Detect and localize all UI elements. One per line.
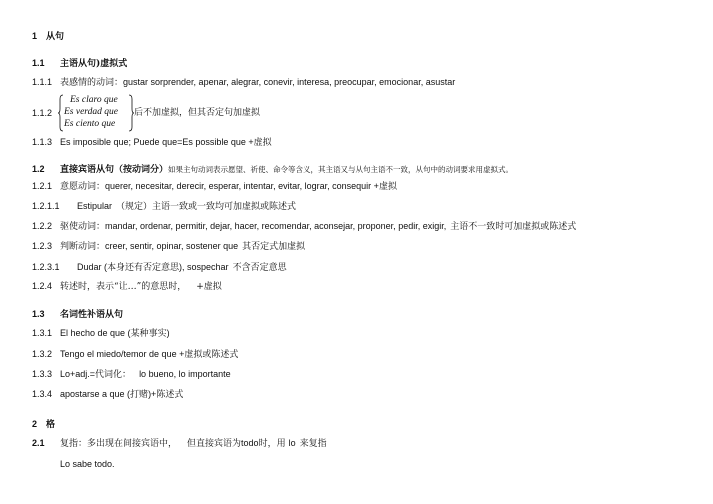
item-number: 1.3.3 [32, 369, 53, 379]
item-number: 1.2.1.1 [32, 201, 60, 211]
item-note: 不含否定意思 [232, 263, 287, 273]
item-tail: 陈述式 [156, 390, 184, 400]
item-text: Estipular [77, 201, 113, 211]
item-label: 驱使动词： [60, 222, 106, 232]
item-tail: +虚拟 [196, 282, 222, 292]
item-text: creer, sentir, opinar, sostener que [105, 241, 239, 251]
item-1-3-1 [32, 328, 170, 340]
item-note: 后不加虚拟，但其否定句加虚拟 [134, 108, 261, 118]
item-1-1-3 [32, 137, 272, 149]
section-number: 2 [32, 419, 38, 429]
item-text-2: ) [166, 328, 170, 338]
item-2-1 [32, 438, 327, 450]
item-1-1-2-number: 1.1.2 [32, 108, 53, 118]
section-1-3-heading [32, 309, 123, 321]
item-1-2-2 [32, 221, 576, 233]
item-note: 其否定式加虚拟 [242, 242, 306, 252]
item-label: 表感情的动词： [60, 78, 124, 88]
section-1-1-heading [32, 58, 127, 70]
item-number: 1.2.3 [32, 241, 53, 251]
item-text: mandar, ordenar, permitir, dejar, hacer, recomendar, aconsejar, proponer, pedir, exigir, [105, 221, 447, 231]
item-label-3: 时，用 [258, 439, 286, 449]
item-number: 1.2.2 [32, 221, 53, 231]
item-mid: 某种事实 [130, 329, 167, 339]
item-number: 1.3.4 [32, 389, 53, 399]
item-label-2: 但直接宾语为 [187, 439, 242, 449]
item-note: （规定）主语一致或一致均可加虚拟或陈述式 [116, 202, 297, 212]
section-number: 1.3 [32, 309, 45, 319]
section-2-heading [32, 419, 55, 431]
section-title: 名词性补语从句 [60, 310, 124, 320]
item-text: gustar sorprender, apenar, alegrar, conevir, interesa, preocupar, emocionar, asustar [123, 77, 456, 87]
item-number: 1.3.1 [32, 328, 53, 338]
section-1-heading [32, 31, 64, 43]
section-note: 如果主句动词表示愿望、祈使、命令等含义，其主语又与从句主语不一致，从句中的动词要求用虚拟式。 [168, 165, 514, 174]
item-label: 转述时，表示“让…”的意思时， [60, 282, 187, 292]
section-title: 从句 [46, 32, 65, 42]
item-number: 2.1 [32, 438, 45, 448]
expression-stack [64, 94, 118, 130]
expression-line: Es claro que [70, 95, 118, 105]
item-label: 复指：多出现在间接宾语中， [60, 439, 178, 449]
item-number: 1.3.2 [32, 349, 53, 359]
example-sentence: Lo sabe todo. [60, 459, 115, 469]
item-1-2-4 [32, 281, 222, 293]
item-text: Tengo el miedo/temor de que + [60, 349, 185, 359]
item-1-3-4 [32, 389, 183, 401]
section-number: 1.2 [32, 164, 45, 174]
section-number: 1.1 [32, 58, 45, 68]
item-number: 1.2.4 [32, 281, 53, 291]
item-1-3-2 [32, 349, 238, 361]
section-title: 直接宾语从句（按动词分） [60, 165, 169, 175]
item-mid: 代词化： [95, 370, 132, 380]
item-1-2-3 [32, 241, 305, 253]
item-text: Dudar ( [77, 262, 108, 272]
item-text: El hecho de que ( [60, 328, 131, 338]
item-text-2: lo [288, 438, 296, 448]
item-text-2: )+ [148, 389, 157, 399]
item-label-4: 来复指 [299, 439, 327, 449]
item-1-2-1-1 [32, 201, 296, 213]
item-mid: 本身还有否定意思 [107, 263, 180, 273]
item-tail: 虚拟 [253, 138, 272, 148]
item-tail: 虚拟 [378, 182, 397, 192]
item-number: 1.1.1 [32, 77, 53, 87]
expression-line: Es verdad que [64, 107, 118, 117]
item-text: todo [241, 438, 259, 448]
item-1-1-1 [32, 77, 455, 89]
item-tail: 虚拟或陈述式 [184, 350, 239, 360]
section-title: 格 [46, 420, 56, 430]
section-1-2-heading [32, 164, 513, 176]
item-number: 1.2.3.1 [32, 262, 60, 272]
item-label: 判断动词： [60, 242, 106, 252]
item-text: querer, necesitar, derecir, esperar, intentar, evitar, lograr, consequir + [105, 181, 379, 191]
expression-line: Es ciento que [64, 119, 116, 129]
item-1-2-3-1 [32, 262, 287, 274]
item-1-2-1 [32, 181, 397, 193]
section-number: 1 [32, 31, 38, 41]
item-text: Lo+adj.= [60, 369, 96, 379]
item-text-2: ), sospechar [179, 262, 229, 272]
item-text: apostarse a que ( [60, 389, 131, 399]
section-title: 主语从句)虚拟式 [60, 59, 128, 69]
item-text: Es imposible que; Puede que=Es possible que + [60, 137, 254, 147]
item-mid: 打赌 [130, 390, 149, 400]
item-text-2: lo bueno, lo importante [139, 369, 231, 379]
item-note: 主语不一致时可加虚拟或陈述式 [450, 222, 577, 232]
item-number: 1.1.3 [32, 137, 53, 147]
item-label: 意愿动词： [60, 182, 106, 192]
item-1-3-3 [32, 369, 231, 381]
item-number: 1.2.1 [32, 181, 53, 191]
